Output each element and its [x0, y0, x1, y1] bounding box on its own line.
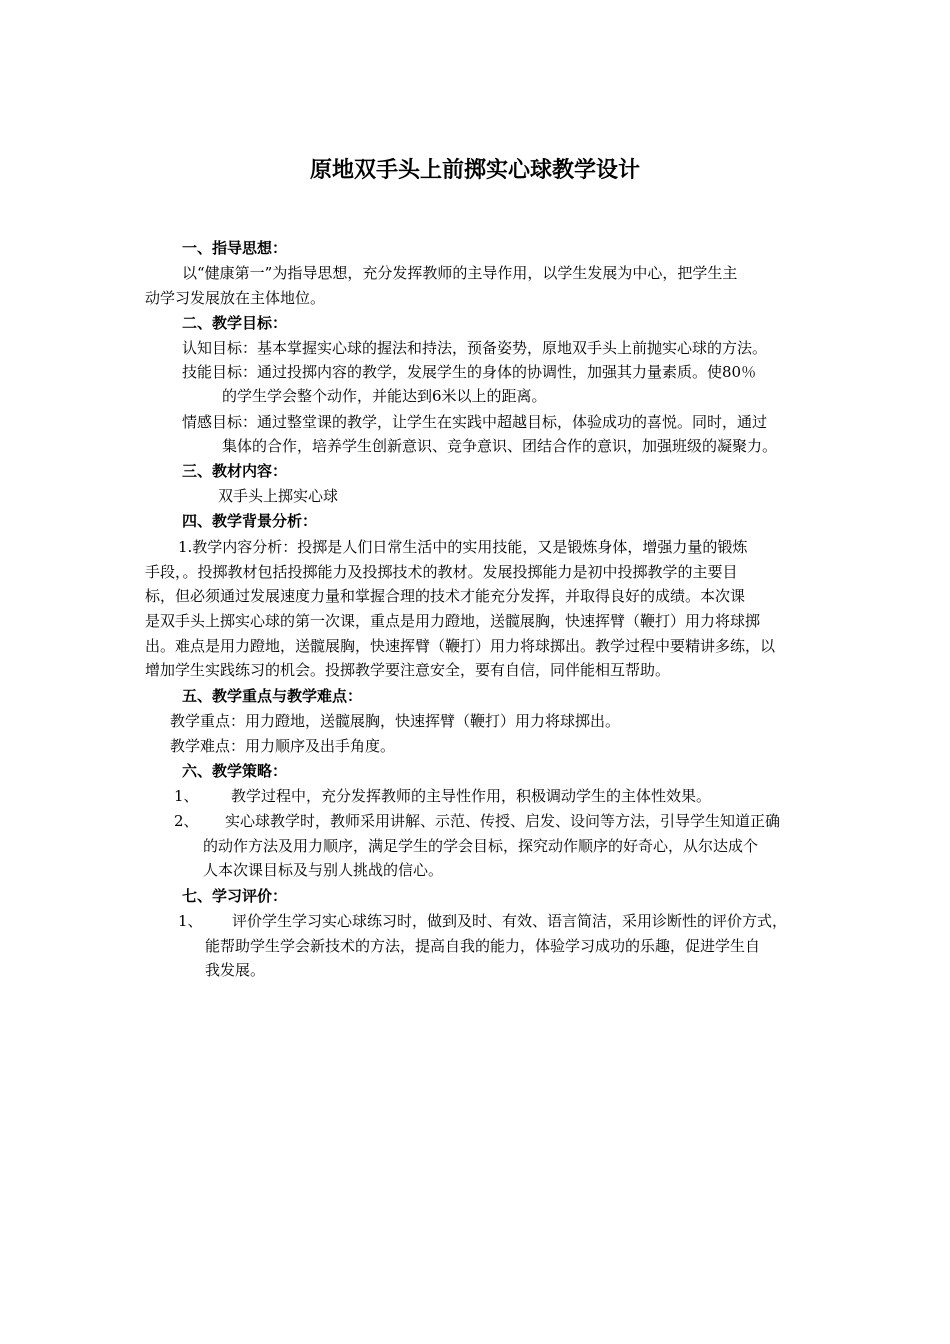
- section-4-line: 是双手头上掷实心球的第一次课，重点是用力蹬地，送髋展胸，快速挥臂（鞭打）用力将球掷: [145, 612, 761, 630]
- section-3-content: 双手头上掷实心球: [218, 487, 339, 505]
- document-title: 原地双手头上前掷实心球教学设计: [309, 158, 640, 183]
- section-1-heading: 一、指导思想：: [182, 239, 288, 257]
- section-2-heading: 二、教学目标：: [182, 314, 288, 332]
- strategy-2-line: 实心球教学时，教师采用讲解、示范、传授、启发、设问等方法，引导学生知道正确: [225, 812, 781, 830]
- strategy-2-line: 的动作方法及用力顺序，满足学生的学会目标，探究动作顺序的好奇心，从尔达成个: [203, 837, 759, 855]
- section-4-line: 手段，。投掷教材包括投掷能力及投掷技术的教材。发展投掷能力是初中投掷教学的主要目: [145, 563, 738, 581]
- evaluation-1-line: 评价学生学习实心球练习时，做到及时、有效、语言简洁，采用诊断性的评价方式，: [232, 912, 788, 930]
- section-6-heading: 六、教学策略：: [182, 762, 288, 780]
- affective-goal-line: 情感目标：通过整堂课的教学，让学生在实践中超越目标，体验成功的喜悦。同时，通过: [182, 413, 768, 431]
- skill-goal-line: 的学生学会整个动作，并能达到6米以上的距离。: [222, 387, 547, 405]
- section-4-heading: 四、教学背景分析：: [182, 512, 318, 530]
- strategy-1-text: 教学过程中，充分发挥教师的主导性作用，积极调动学生的主体性效果。: [231, 787, 712, 805]
- section-1-line: 以“健康第一”为指导思想，充分发挥教师的主导作用，以学生发展为中心，把学生主: [182, 264, 738, 282]
- cognitive-goal: 认知目标：基本掌握实心球的握法和持法，预备姿势，原地双手头上前抛实心球的方法。: [182, 339, 768, 357]
- section-5-heading: 五、教学重点与教学难点：: [182, 687, 363, 705]
- strategy-2-line: 人本次课目标及与别人挑战的信心。: [203, 861, 444, 879]
- skill-goal-line: 技能目标：通过投掷内容的教学，发展学生的身体的协调性，加强其力量素质。使80％: [182, 363, 757, 381]
- evaluation-1-line: 我发展。: [205, 961, 266, 979]
- section-4-line: 1.教学内容分析：投掷是人们日常生活中的实用技能，又是锻炼身体，增强力量的锻炼: [178, 538, 748, 556]
- strategy-1-number: 1、: [174, 787, 199, 805]
- evaluation-1-number: 1、: [178, 912, 203, 930]
- section-7-heading: 七、学习评价：: [182, 887, 288, 905]
- strategy-2-number: 2、: [174, 812, 199, 830]
- section-3-heading: 三、教材内容：: [182, 462, 288, 480]
- evaluation-1-line: 能帮助学生学会新技术的方法，提高自我的能力，体验学习成功的乐趣，促进学生自: [205, 937, 761, 955]
- teaching-difficulty: 教学难点：用力顺序及出手角度。: [170, 737, 396, 755]
- section-4-line: 增加学生实践练习的机会。投掷教学要注意安全，要有自信，同伴能相互帮助。: [145, 661, 671, 679]
- section-4-line: 标，但必须通过发展速度力量和掌握合理的技术才能充分发挥，并取得良好的成绩。本次课: [145, 587, 746, 605]
- section-1-line: 动学习发展放在主体地位。: [145, 289, 326, 307]
- teaching-key-point: 教学重点：用力蹬地，送髋展胸，快速挥臂（鞭打）用力将球掷出。: [170, 712, 621, 730]
- affective-goal-line: 集体的合作，培养学生创新意识、竞争意识、团结合作的意识，加强班级的凝聚力。: [222, 437, 778, 455]
- section-4-line: 出。难点是用力蹬地，送髋展胸，快速挥臂（鞭打）用力将球掷出。教学过程中要精讲多练，以: [145, 637, 776, 655]
